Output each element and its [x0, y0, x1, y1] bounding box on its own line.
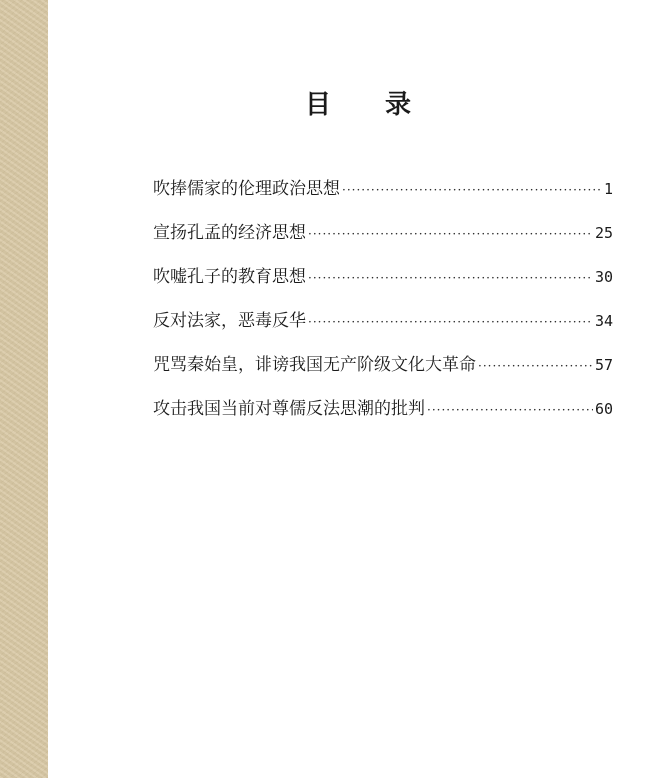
dot-leader: [342, 183, 602, 197]
toc-entry-title: 反对法家，恶毒反华: [153, 311, 306, 331]
toc-entry-page: 1: [603, 180, 613, 198]
toc-entry-page: 57: [594, 356, 613, 374]
title-char-2: 录: [385, 90, 412, 120]
dot-leader: [427, 403, 593, 417]
toc-entry-title: 咒骂秦始皇，诽谤我国无产阶级文化大革命: [153, 355, 476, 375]
table-of-contents: [153, 174, 613, 438]
toc-entry-page: 25: [594, 224, 613, 242]
dot-leader: [308, 227, 593, 241]
page-title: [300, 84, 420, 124]
dot-leader: [308, 315, 593, 329]
title-char-1: 目: [305, 90, 332, 120]
toc-entry[interactable]: [153, 350, 613, 394]
toc-entry[interactable]: [153, 394, 613, 438]
toc-entry-title: 吹捧儒家的伦理政治思想: [153, 179, 340, 199]
toc-entry-title: 攻击我国当前对尊儒反法思潮的批判: [153, 399, 425, 419]
dot-leader: [478, 359, 593, 373]
toc-entry-page: 60: [594, 400, 613, 418]
book-spine-edge: [0, 0, 48, 778]
toc-entry-title: 宣扬孔孟的经济思想: [153, 223, 306, 243]
toc-entry-title: 吹嘘孔子的教育思想: [153, 267, 306, 287]
toc-entry[interactable]: [153, 174, 613, 218]
dot-leader: [308, 271, 593, 285]
toc-entry-page: 30: [594, 268, 613, 286]
toc-entry[interactable]: [153, 262, 613, 306]
toc-entry[interactable]: [153, 218, 613, 262]
toc-entry-page: 34: [594, 312, 613, 330]
toc-entry[interactable]: [153, 306, 613, 350]
